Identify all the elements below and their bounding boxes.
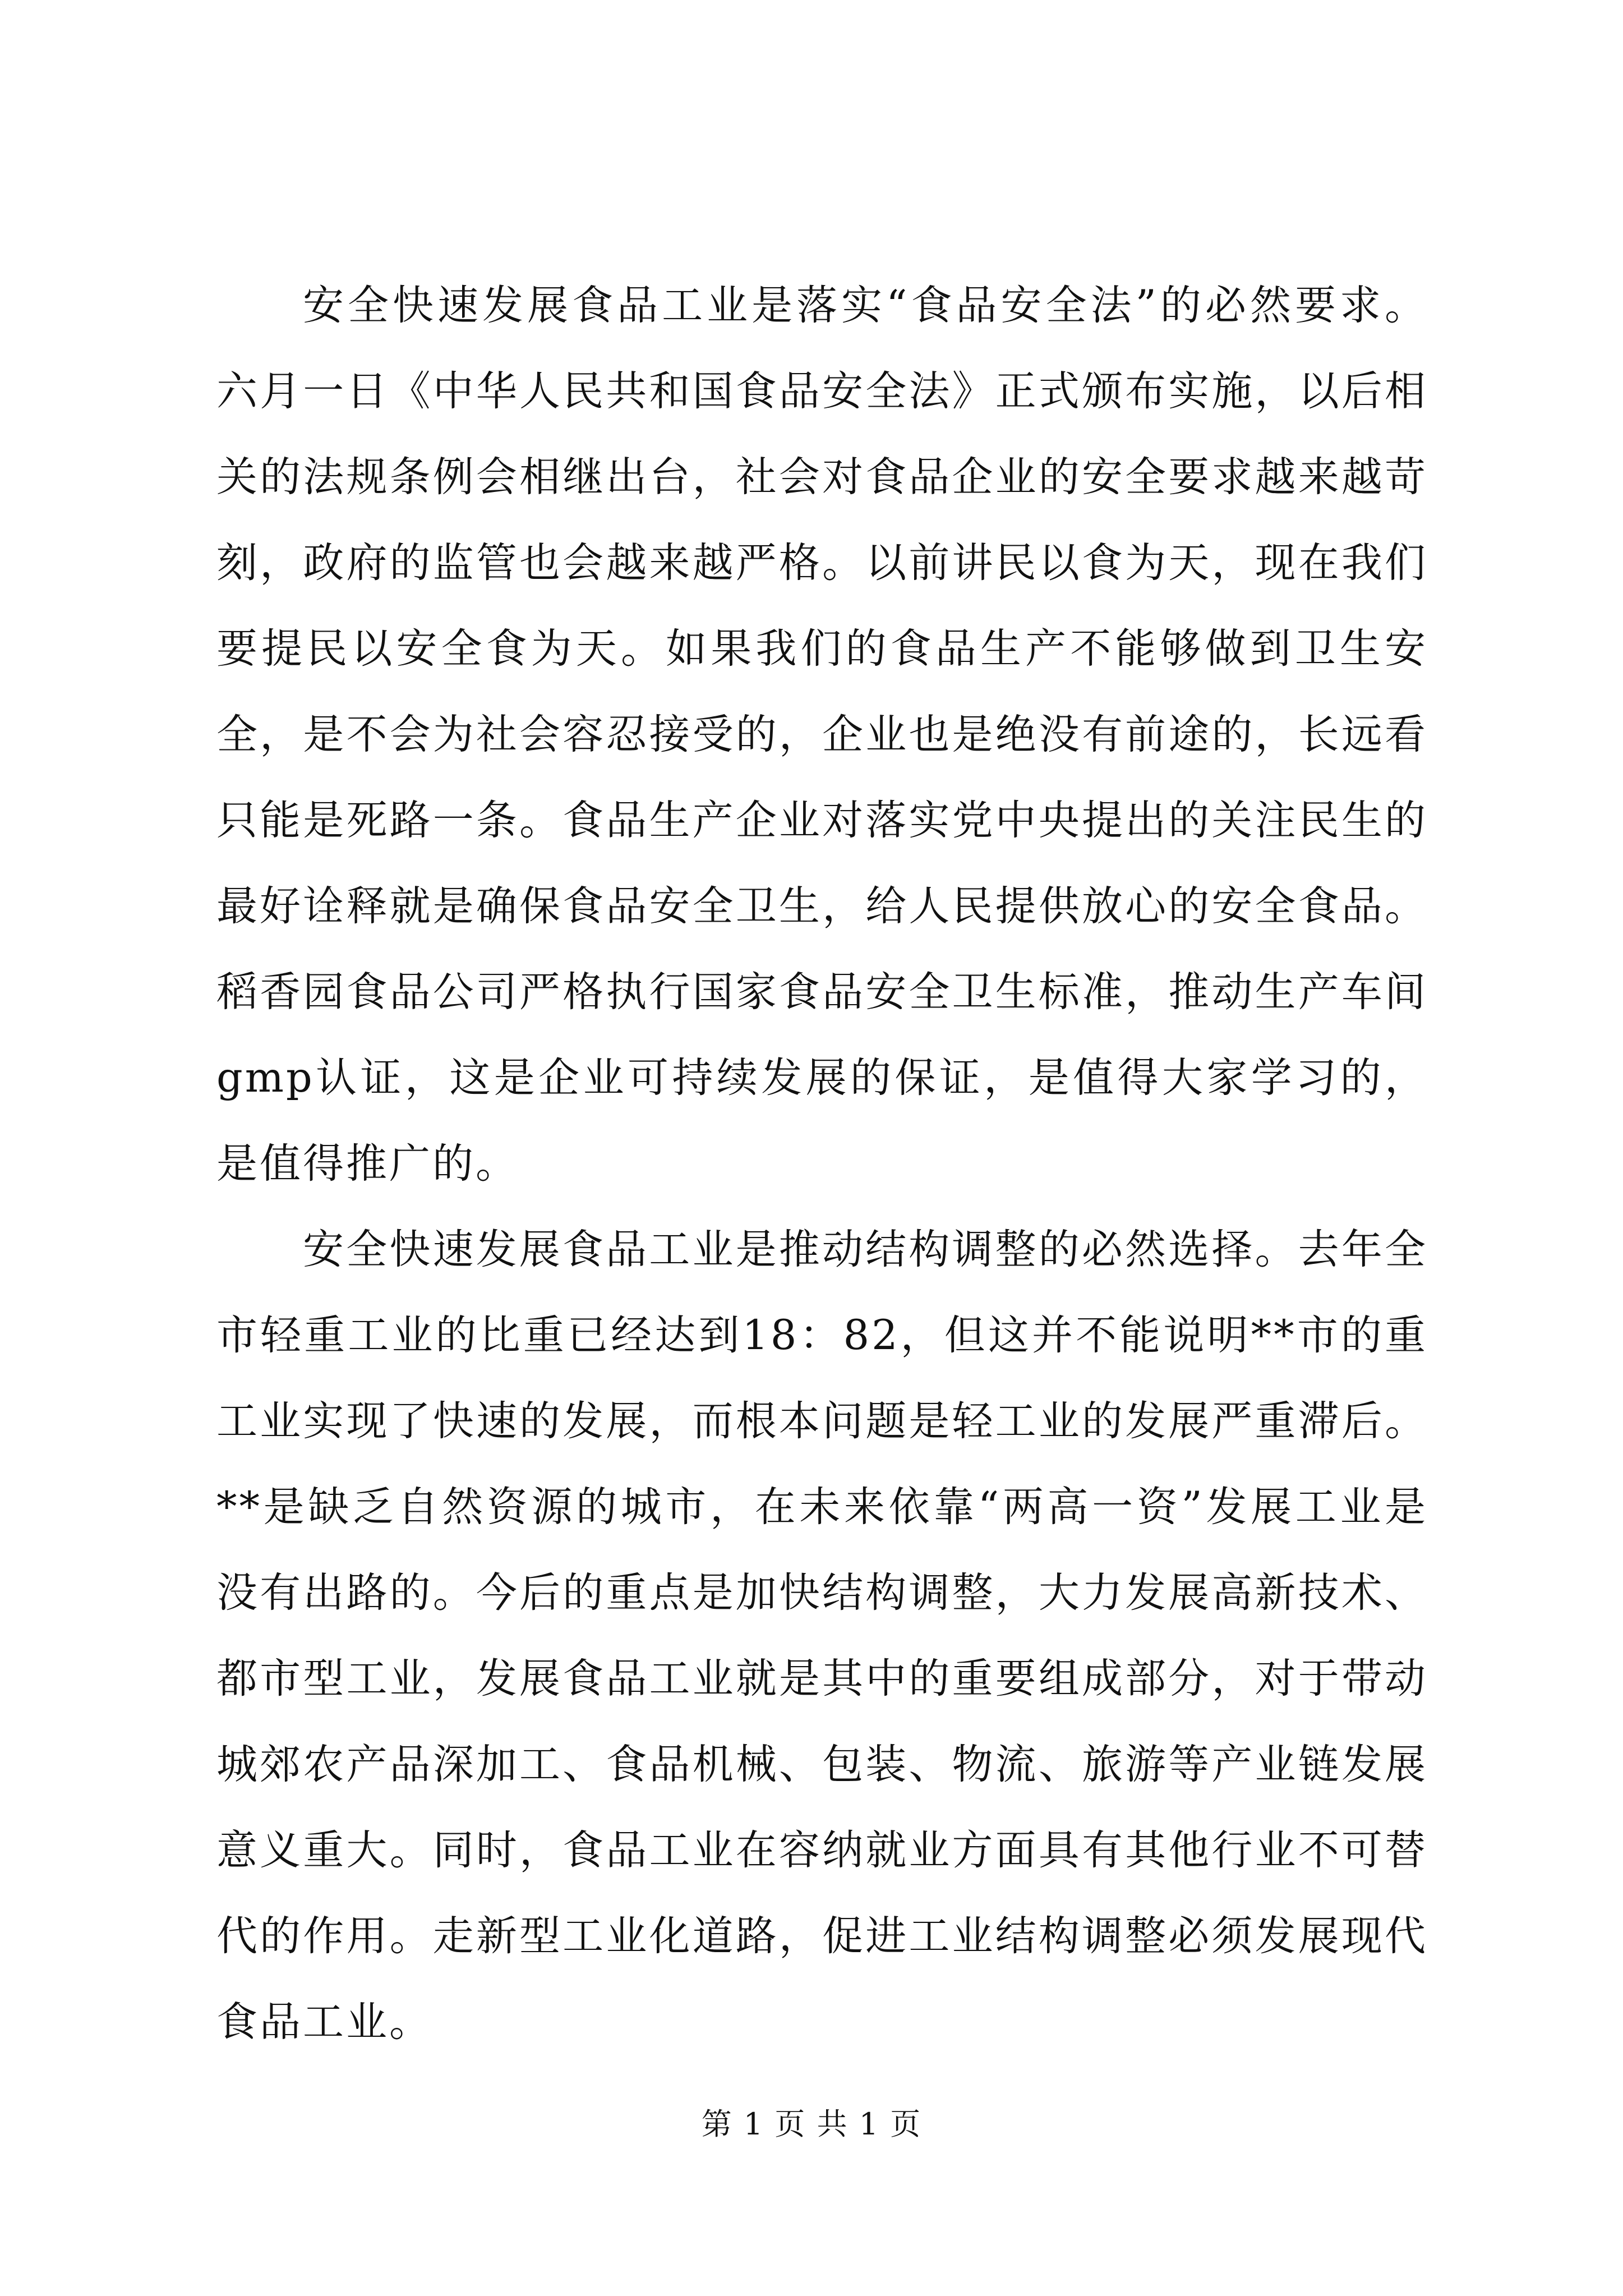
- page-footer: 第 1 页 共 1 页: [701, 2106, 922, 2142]
- document-body: [216, 263, 1428, 2065]
- paragraph-structural-adjustment: 安全快速发展食品工业是推动结构调整的必然选择。去年全市轻重工业的比重已经达到18：82，但这并不能说明**市的重工业实现了快速的发展，而根本问题是轻工业的发展严重滞后。**是缺乏自然资源的城市，在未来依靠“两高一资”发展工业是没有出路的。今后的重点是加快结构调整，大力发展高新技术、都市型工业，发展食品工业就是其中的重要组成部分，对于带动城郊农产品深加工、食品机械、包装、物流、旅游等产业链发展意义重大。同时，食品工业在容纳就业方面具有其他行业不可替代的作用。走新型工业化道路，促进工业结构调整必须发展现代食品工业。: [216, 1226, 1428, 2046]
- paragraph-food-safety-law: 安全快速发展食品工业是落实“食品安全法”的必然要求。六月一日《中华人民共和国食品安全法》正式颁布实施，以后相关的法规条例会相继出台，社会对食品企业的安全要求越来越苛刻，政府的监管也会越来越严格。以前讲民以食为天，现在我们要提民以安全食为天。如果我们的食品生产不能够做到卫生安全，是不会为社会容忍接受的，企业也是绝没有前途的，长远看只能是死路一条。食品生产企业对落实党中央提出的关注民生的最好诠释就是确保食品安全卫生，给人民提供放心的安全食品。稻香园食品公司严格执行国家食品安全卫生标准，推动生产车间gmp认证，这是企业可持续发展的保证，是值得大家学习的，是值得推广的。: [216, 282, 1428, 1188]
